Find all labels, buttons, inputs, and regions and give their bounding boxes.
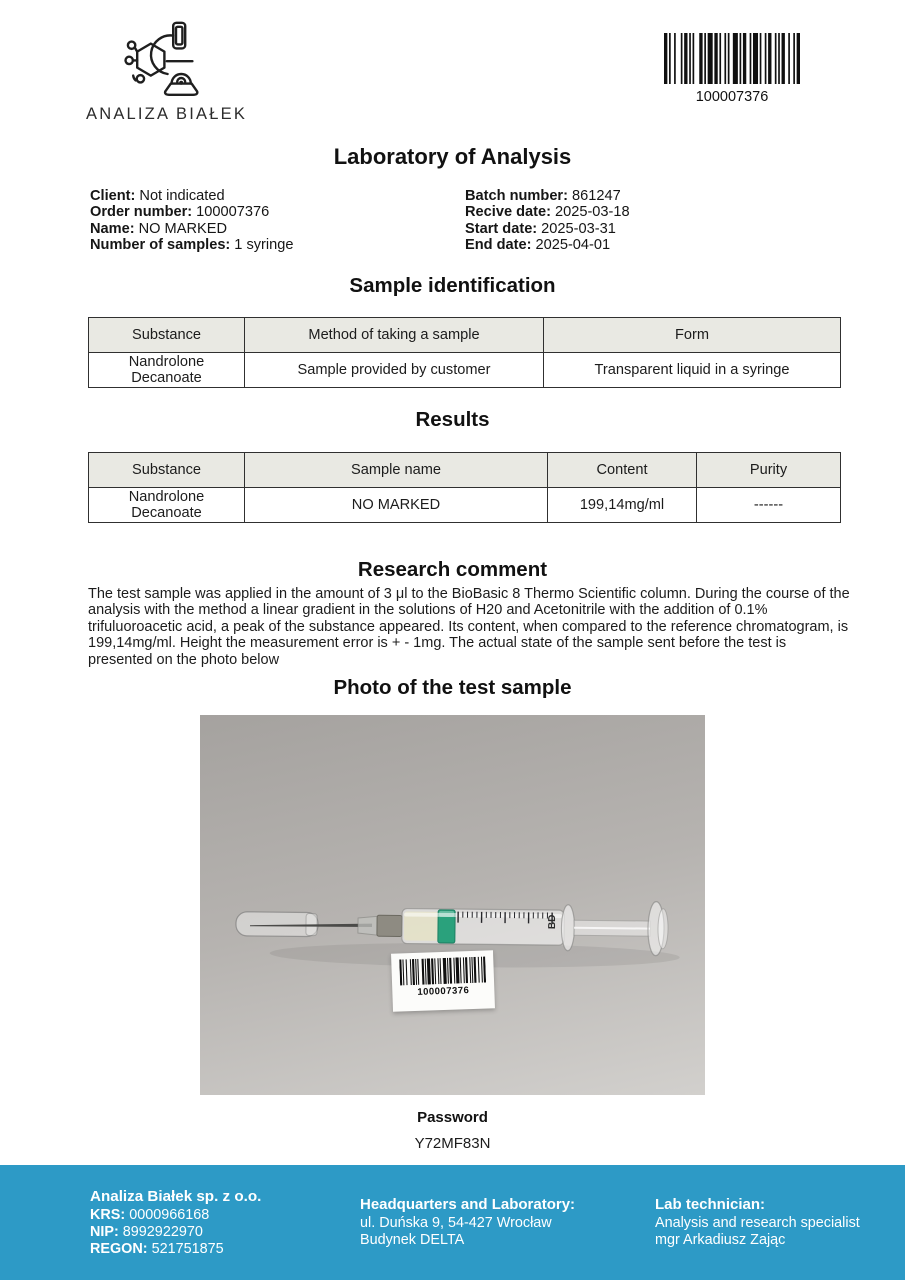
info-samples bbox=[90, 237, 294, 253]
footer-nip-label: NIP: bbox=[90, 1224, 119, 1240]
cell-method: Sample provided by customer bbox=[245, 353, 544, 388]
table-header-row bbox=[89, 453, 841, 488]
col-method: Method of taking a sample bbox=[245, 318, 544, 353]
password-label: Password bbox=[417, 1109, 488, 1126]
cell-form: Transparent liquid in a syringe bbox=[544, 353, 841, 388]
microscope-molecule-icon bbox=[122, 18, 202, 98]
document-title: Laboratory of Analysis bbox=[333, 144, 572, 169]
cell-substance: Nandrolone Decanoate bbox=[89, 488, 245, 523]
table-row bbox=[89, 488, 841, 523]
info-start-label: Start date: bbox=[465, 220, 538, 237]
barcode-number: 100007376 bbox=[695, 89, 769, 105]
info-samples-value: 1 syringe bbox=[234, 237, 294, 254]
footer-nip-value: 8992922970 bbox=[122, 1224, 203, 1240]
results-heading: Results bbox=[415, 408, 490, 431]
col-sample-name: Sample name bbox=[245, 453, 548, 488]
cell-purity: ------ bbox=[697, 488, 841, 523]
research-comment-text: The test sample was applied in the amount of 3 μl to the BioBasic 8 Thermo Scientific column. During the course of the analysis with the method a linear gradient in the solutions of H20 and Acetonitrile with the addition of 0.1% trifuluoroacetic acid, a peak of the substance appeared. Its content, when compared to the reference chromatogram, is 199,14mg/ml. Height the measurement error is + - 1mg. The actual state of the sample sent before the test is presented on the photo below bbox=[88, 586, 850, 668]
syringe-illustration bbox=[200, 715, 705, 1095]
company-logo bbox=[86, 18, 248, 124]
col-substance: Substance bbox=[89, 318, 245, 353]
table-row bbox=[89, 353, 841, 388]
footer-hq-block bbox=[360, 1196, 575, 1249]
info-name bbox=[90, 221, 294, 237]
sample-barcode-label bbox=[391, 950, 495, 1012]
footer-tech-role: Analysis and research specialist bbox=[655, 1215, 860, 1231]
logo-text: ANALIZA BIAŁEK bbox=[86, 105, 248, 123]
info-block-left bbox=[90, 188, 294, 254]
syringe-brand-text: BD bbox=[546, 914, 559, 930]
info-name-label: Name: bbox=[90, 220, 135, 237]
footer-regon-label: REGON: bbox=[90, 1241, 148, 1257]
footer-nip bbox=[90, 1224, 261, 1241]
label-barcode-number: 100007376 bbox=[417, 985, 470, 998]
info-end-value: 2025-04-01 bbox=[535, 237, 611, 254]
cell-content: 199,14mg/ml bbox=[548, 488, 697, 523]
info-end-date bbox=[465, 237, 630, 253]
photo-heading: Photo of the test sample bbox=[333, 676, 572, 699]
info-start-value: 2025-03-31 bbox=[541, 220, 616, 237]
footer-hq-address: ul. Duńska 9, 54-427 Wrocław bbox=[360, 1215, 552, 1231]
footer-regon bbox=[90, 1241, 261, 1258]
research-comment-heading: Research comment bbox=[357, 558, 548, 581]
info-client bbox=[90, 188, 294, 204]
info-order-number bbox=[90, 204, 294, 220]
info-order-label: Order number: bbox=[90, 204, 193, 221]
cell-substance: Nandrolone Decanoate bbox=[89, 353, 245, 388]
info-client-label: Client: bbox=[90, 188, 136, 204]
info-block-right bbox=[465, 188, 630, 254]
info-receive-date bbox=[465, 204, 630, 220]
footer bbox=[0, 1165, 905, 1280]
results-table bbox=[88, 452, 841, 523]
info-batch-value: 861247 bbox=[571, 188, 621, 204]
footer-company-block bbox=[90, 1188, 261, 1258]
password-value: Y72MF83N bbox=[414, 1135, 491, 1152]
label-barcode-image bbox=[399, 957, 486, 986]
sample-photo bbox=[200, 715, 705, 1095]
footer-hq-building: Budynek DELTA bbox=[360, 1232, 465, 1248]
info-batch bbox=[465, 188, 630, 204]
info-receive-value: 2025-03-18 bbox=[554, 204, 630, 221]
sample-identification-table bbox=[88, 317, 841, 388]
footer-company-name: Analiza Białek sp. z o.o. bbox=[90, 1188, 262, 1205]
info-end-label: End date: bbox=[465, 237, 532, 254]
info-samples-label: Number of samples: bbox=[90, 237, 231, 254]
order-barcode bbox=[664, 33, 800, 105]
table-header-row bbox=[89, 318, 841, 353]
footer-regon-value: 521751875 bbox=[151, 1241, 224, 1257]
info-batch-label: Batch number: bbox=[465, 188, 568, 204]
cell-sample-name: NO MARKED bbox=[245, 488, 548, 523]
col-substance: Substance bbox=[89, 453, 245, 488]
footer-tech-title: Lab technician: bbox=[655, 1196, 766, 1213]
info-start-date bbox=[465, 221, 630, 237]
col-form: Form bbox=[544, 318, 841, 353]
footer-tech-name: mgr Arkadiusz Zając bbox=[655, 1232, 786, 1248]
footer-krs bbox=[90, 1207, 261, 1224]
sample-identification-heading: Sample identification bbox=[349, 274, 556, 297]
info-client-value: Not indicated bbox=[139, 188, 225, 204]
footer-krs-value: 0000966168 bbox=[129, 1207, 210, 1223]
footer-hq-title: Headquarters and Laboratory: bbox=[360, 1196, 576, 1213]
footer-tech-block bbox=[655, 1196, 860, 1249]
barcode-image bbox=[664, 33, 800, 84]
footer-krs-label: KRS: bbox=[90, 1207, 126, 1223]
info-order-value: 100007376 bbox=[196, 204, 270, 221]
info-name-value: NO MARKED bbox=[138, 220, 227, 237]
col-content: Content bbox=[548, 453, 697, 488]
col-purity: Purity bbox=[697, 453, 841, 488]
info-receive-label: Recive date: bbox=[465, 204, 551, 221]
